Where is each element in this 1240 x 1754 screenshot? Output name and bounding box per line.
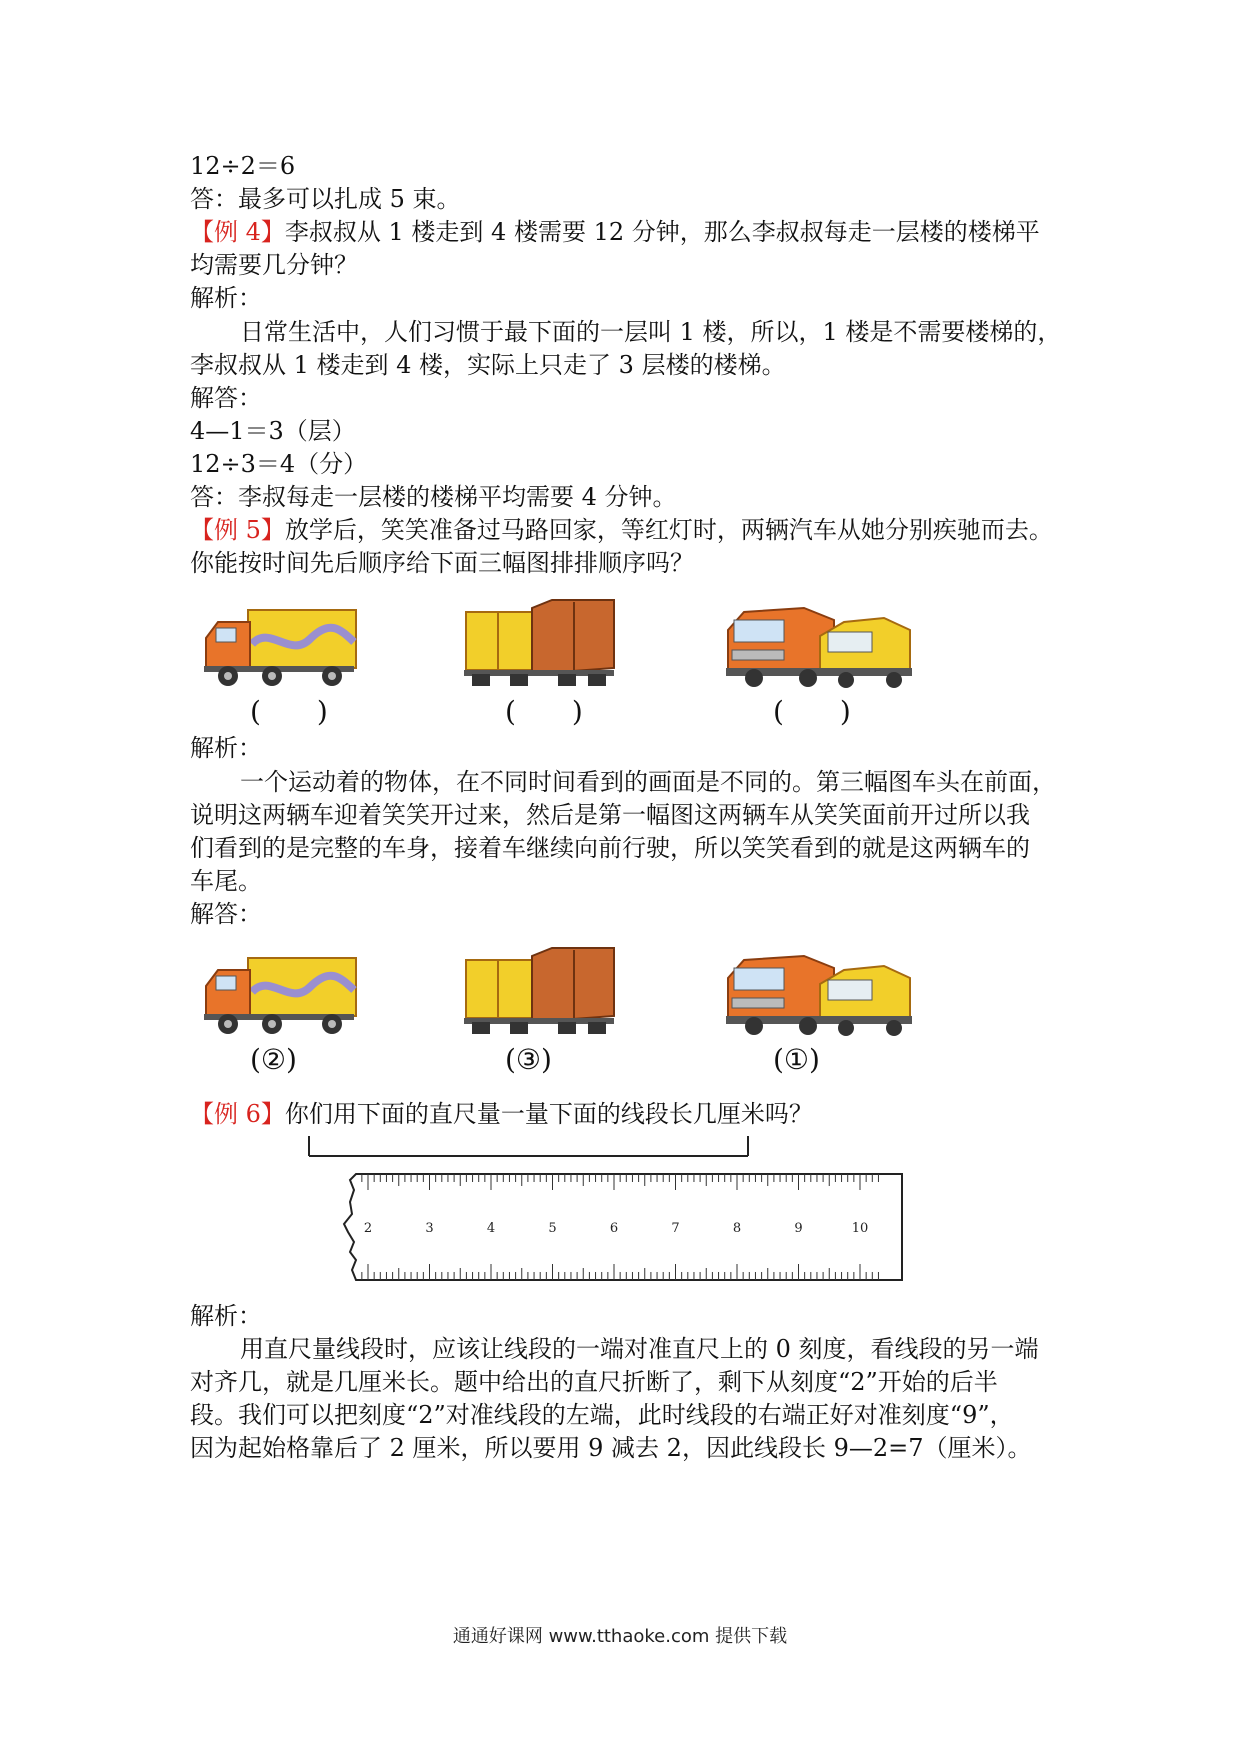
example-5-question-cont: 你能按时间先后顺序给下面三幅图排排顺序吗？	[190, 549, 694, 577]
ruler-label: 3	[425, 1221, 434, 1236]
analysis-text: 一个运动着的物体，在不同时间看到的画面是不同的。第三幅图车头在前面，	[240, 768, 1056, 796]
calc-line: 12÷2＝6	[190, 152, 296, 180]
order-answer: (①)	[773, 1043, 820, 1076]
example-4-tag: 【例 4】	[190, 218, 285, 246]
ruler-label: 4	[486, 1221, 496, 1236]
line-segment	[300, 1134, 756, 1160]
analysis-text: 们看到的是完整的车身，接着车继续向前行驶，所以笑笑看到的就是这两辆车的	[190, 834, 1030, 862]
analysis-label: 解析：	[190, 734, 262, 762]
example-5-question	[190, 514, 1053, 546]
ruler-label: 7	[671, 1221, 680, 1236]
order-blank: ( )	[505, 695, 583, 728]
broken-ruler	[318, 1172, 908, 1284]
analysis-text: 对齐几，就是几厘米长。题中给出的直尺折断了，剩下从刻度“2”开始的后半	[190, 1368, 998, 1396]
calc-line: 4—1＝3（层）	[190, 417, 356, 445]
example-5-text: 放学后，笑笑准备过马路回家，等红灯时，两辆汽车从她分别疾驰而去。	[284, 516, 1053, 544]
order-answer: (③)	[505, 1043, 552, 1076]
ruler-label: 2	[363, 1221, 373, 1236]
analysis-text: 用直尺量线段时，应该让线段的一端对准直尺上的 0 刻度，看线段的另一端	[240, 1335, 1039, 1363]
ruler-label: 6	[609, 1221, 619, 1236]
analysis-text: 李叔叔从 1 楼走到 4 楼，实际上只走了 3 层楼的楼梯。	[190, 351, 786, 379]
truck-rear-picture	[462, 594, 622, 690]
analysis-text: 段。我们可以把刻度“2”对准线段的左端，此时线段的右端正好对准刻度“9”，	[190, 1401, 1014, 1429]
truck-side-picture	[200, 604, 360, 690]
example-6-text: 你们用下面的直尺量一量下面的线段长几厘米吗？	[284, 1100, 813, 1128]
calc-line: 12÷3＝4（分）	[190, 450, 368, 478]
ruler-label: 8	[732, 1221, 742, 1236]
analysis-label: 解析：	[190, 284, 262, 312]
ruler-label: 5	[548, 1221, 557, 1236]
answer-label: 解答：	[190, 384, 262, 412]
analysis-label: 解析：	[190, 1302, 262, 1330]
truck-front-picture	[724, 600, 914, 690]
analysis-text: 说明这两辆车迎着笑笑开过来，然后是第一幅图这两辆车从笑笑面前开过所以我	[190, 801, 1030, 829]
example-5-tag: 【例 5】	[190, 516, 285, 544]
analysis-text: 车尾。	[190, 867, 262, 895]
order-answer: (②)	[250, 1043, 297, 1076]
example-4-text: 李叔叔从 1 楼走到 4 楼需要 12 分钟，那么李叔叔每走一层楼的楼梯平	[284, 218, 1040, 246]
example-6-question	[190, 1098, 813, 1130]
ruler-label: 9	[794, 1221, 803, 1236]
example-4-question	[190, 216, 1040, 248]
answer-label: 解答：	[190, 900, 262, 928]
answer-line: 答：最多可以扎成 5 束。	[190, 185, 461, 213]
example-4-question-cont: 均需要几分钟？	[190, 251, 358, 279]
answer-line: 答：李叔每走一层楼的楼梯平均需要 4 分钟。	[190, 483, 677, 511]
order-blank: ( )	[773, 695, 851, 728]
truck-side-picture	[200, 952, 360, 1038]
order-blank: ( )	[250, 695, 328, 728]
truck-front-picture	[724, 948, 914, 1038]
footer-credit: 通通好课网 www.tthaoke.com 提供下载	[452, 1626, 788, 1647]
ruler-label: 10	[851, 1221, 869, 1236]
analysis-text: 日常生活中，人们习惯于最下面的一层叫 1 楼，所以，1 楼是不需要楼梯的，	[240, 318, 1062, 346]
example-6-tag: 【例 6】	[190, 1100, 285, 1128]
analysis-text: 因为起始格靠后了 2 厘米，所以要用 9 减去 2，因此线段长 9—2=7（厘米）。	[190, 1434, 1032, 1462]
truck-rear-picture	[462, 942, 622, 1038]
